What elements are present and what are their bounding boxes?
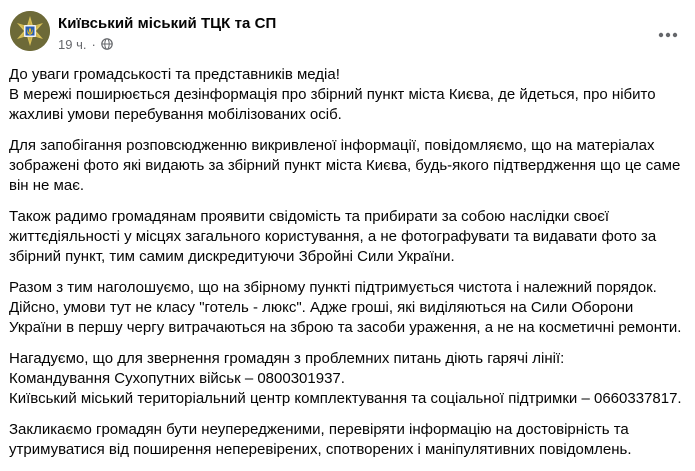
- text-line: збірний пункт, тим самим дискредитуючи Збройні Сили України.: [9, 248, 455, 265]
- text-line: Разом з тим наголошуємо, що на збірному пункті підтримується чистота і належний порядок.: [9, 279, 657, 296]
- post-paragraph: [9, 136, 689, 196]
- post-body: [9, 65, 689, 471]
- post-paragraph: [9, 207, 689, 267]
- text-line: Київський міський територіальний центр комплектування та соціальної підтримки – 0660337817.: [9, 390, 682, 407]
- post-options-button[interactable]: [650, 17, 686, 53]
- post-paragraph: [9, 420, 689, 460]
- post-paragraph: [9, 65, 689, 125]
- text-line: До уваги громадськості та представників медіа!: [9, 66, 340, 83]
- text-line: він не має.: [9, 177, 85, 194]
- text-line: жахливі умови перебування мобілізованих осіб.: [9, 106, 342, 123]
- text-line: Командування Сухопутних військ – 0800301937.: [9, 370, 345, 387]
- page-avatar[interactable]: [10, 11, 50, 51]
- text-line: В мережі поширюється дезінформація про збірний пункт міста Києва, де йдеться, про нібито: [9, 86, 656, 103]
- post-timestamp[interactable]: 19 ч.: [58, 36, 87, 52]
- text-line: життєдіяльності у місцях загального користування, а не фотографувати та видавати фото за: [9, 228, 657, 245]
- meta-separator: ·: [91, 36, 96, 52]
- text-line: України в першу чергу витрачаються на зброю та засоби ураження, а не на косметичні ремонти.: [9, 319, 682, 336]
- post-paragraph: [9, 349, 689, 409]
- text-line: Нагадуємо, що для звернення громадян з проблемних питань діють гарячі лінії:: [9, 350, 565, 367]
- text-line: зображені фото які видають за збірний пункт міста Києва, будь-якого підтвердження що це саме: [9, 157, 681, 174]
- page-name-link[interactable]: Київський міський ТЦК та СП: [58, 15, 277, 32]
- text-line: утримуватися від поширення неперевірених, спотворених і маніпулятивних повідомлень.: [9, 441, 632, 458]
- globe-icon[interactable]: [101, 38, 113, 50]
- text-line: Дійсно, умови тут не класу "готель - люкс". Адже гроші, які виділяються на Сили Оборони: [9, 299, 634, 316]
- more-horizontal-icon: [658, 32, 678, 38]
- text-line: Для запобігання розповсюдженню викривленої інформації, повідомляємо, що на матеріалах: [9, 137, 655, 154]
- post-paragraph: [9, 278, 689, 338]
- post-meta: [58, 36, 113, 52]
- text-line: Закликаємо громадян бути неупередженими, перевіряти інформацію на достовірність та: [9, 421, 629, 438]
- text-line: Також радимо громадянам проявити свідомість та прибирати за собою наслідки своєї: [9, 208, 610, 225]
- military-emblem-icon: [10, 11, 50, 51]
